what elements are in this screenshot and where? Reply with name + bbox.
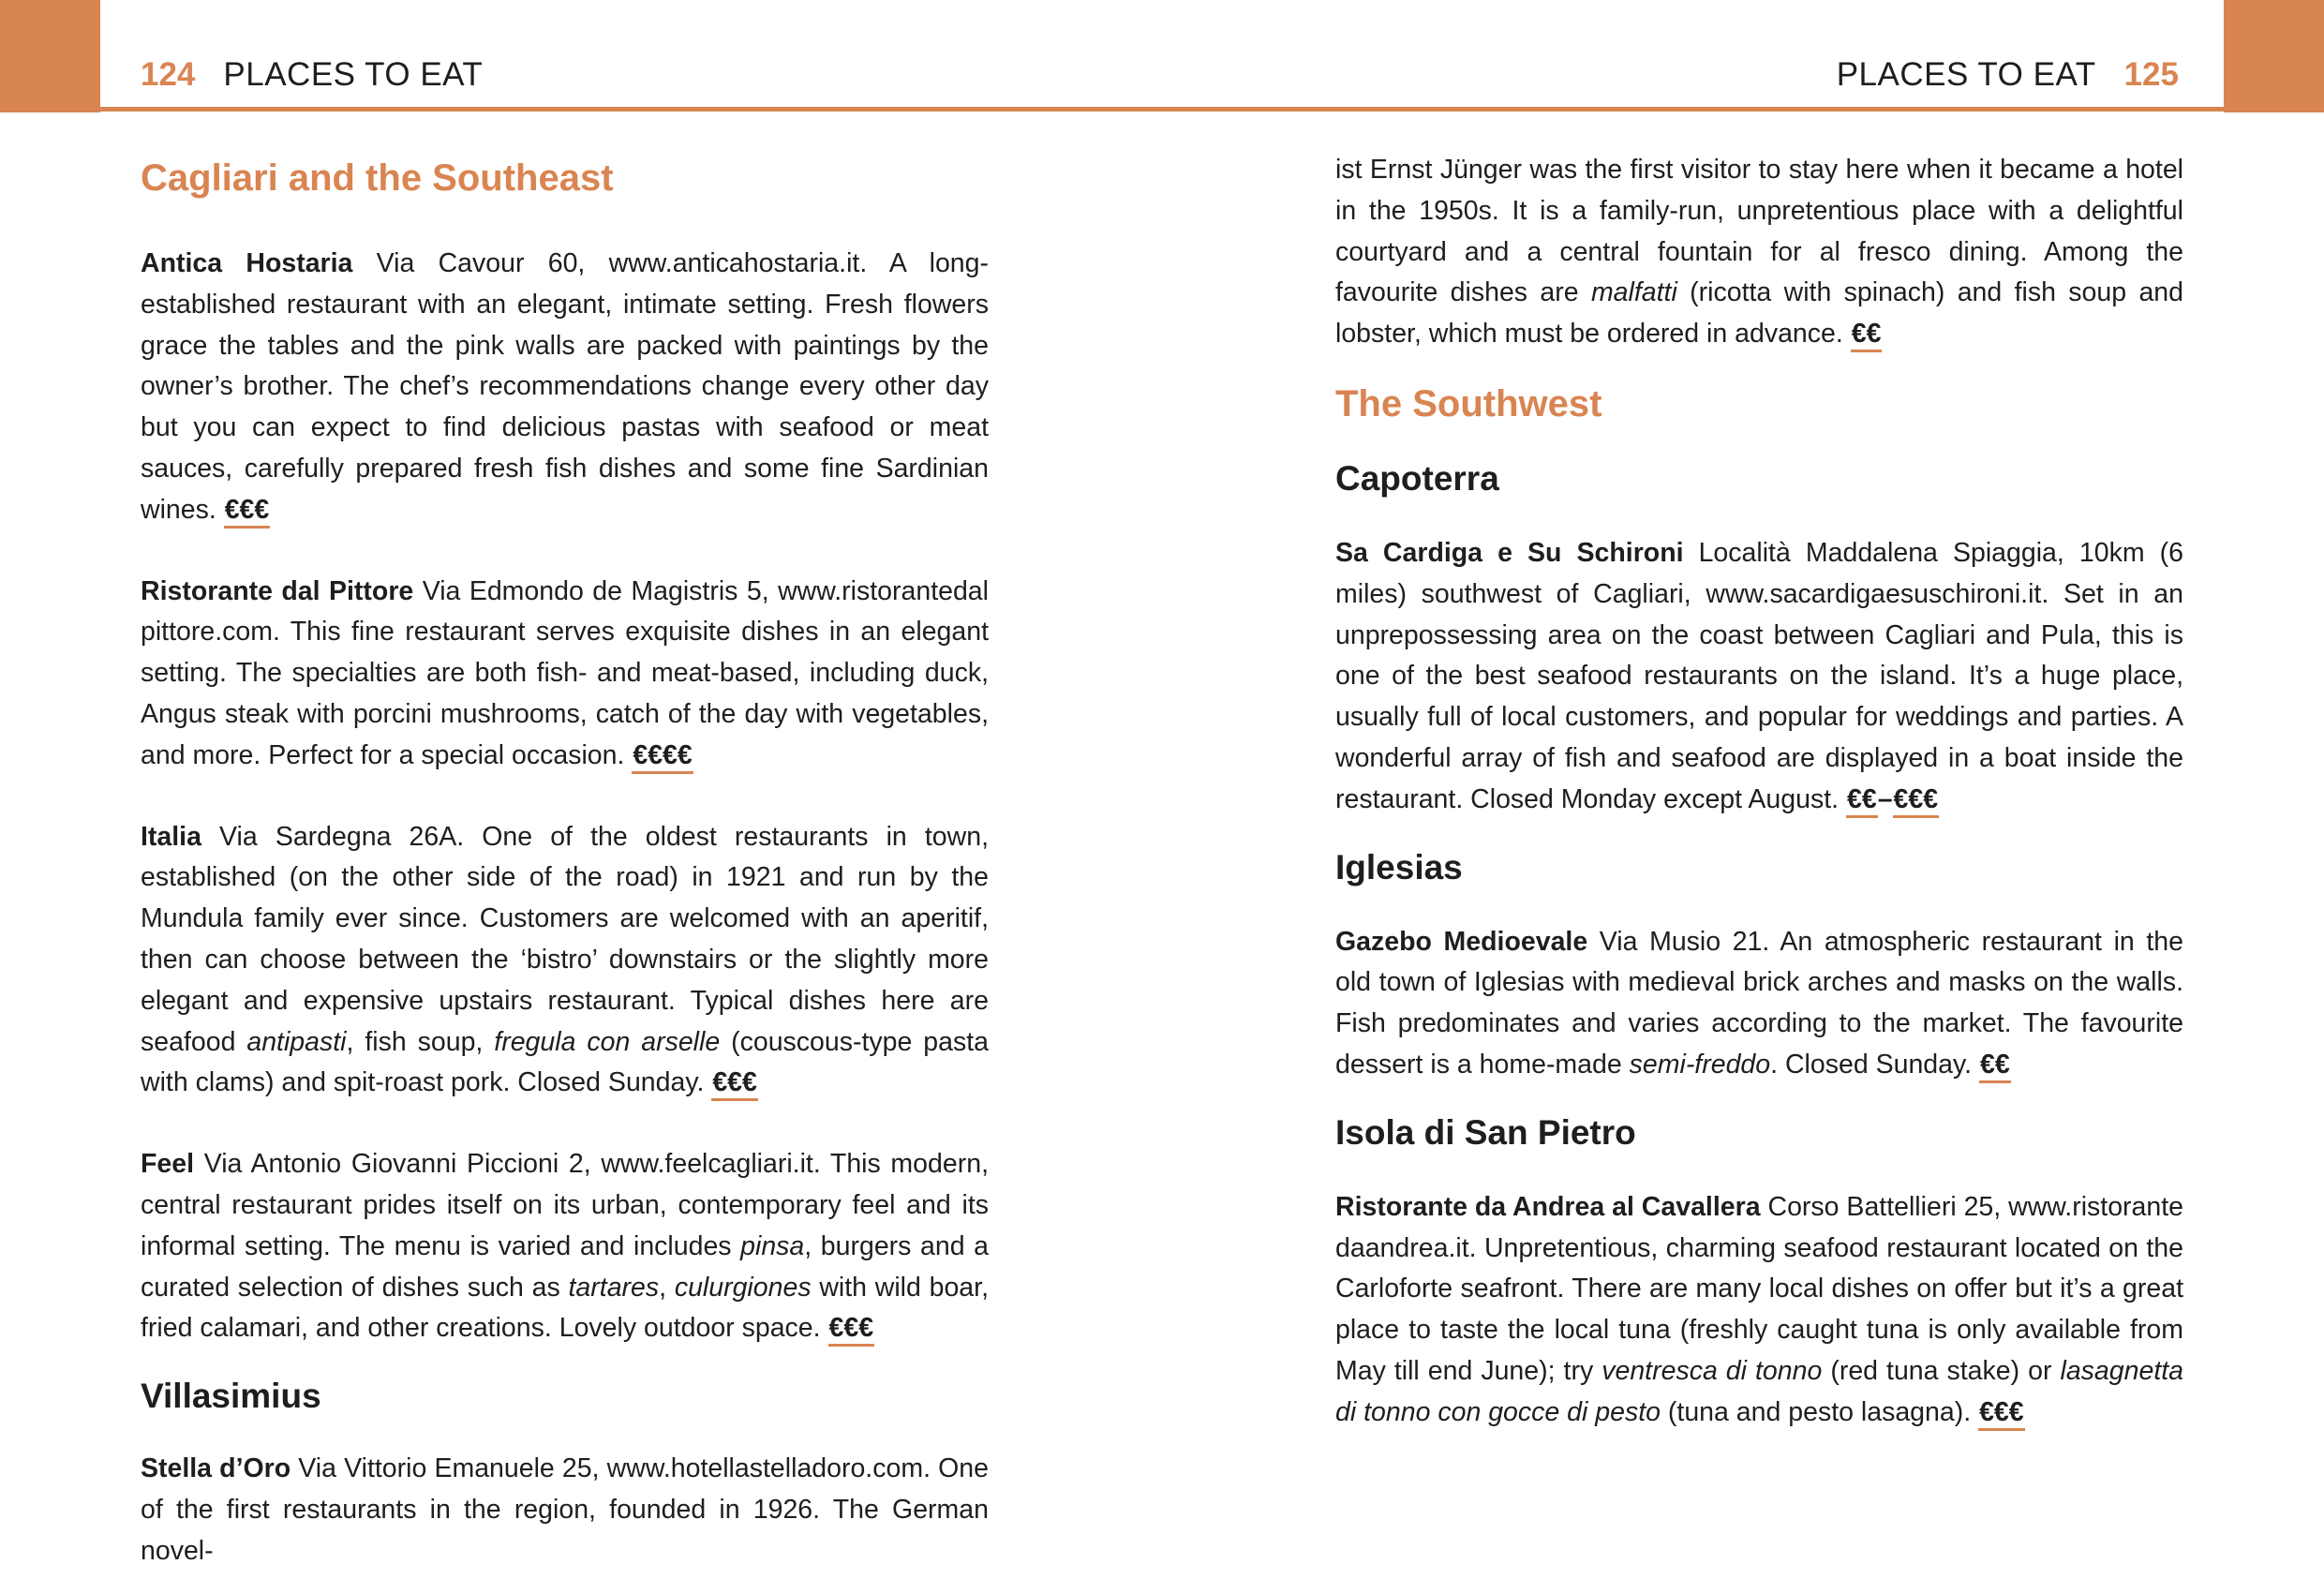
region-heading-southeast: Cagliari and the Southeast <box>141 157 614 199</box>
restaurant-name: Gazebo Medioevale <box>1335 926 1588 957</box>
town-heading-capoterra: Capoterra <box>1335 458 1499 498</box>
left-column <box>141 150 989 1572</box>
price-rating: €€ <box>1979 1049 2011 1083</box>
price-rating: €€€€ <box>632 739 693 774</box>
price-rating: €€€ <box>1978 1396 2025 1431</box>
left-page-tab <box>0 0 100 112</box>
restaurant-name: Ristorante dal Pittore <box>141 575 414 606</box>
entry-feel: Feel Via Antonio Giovanni Piccioni 2, www.feelcagliari.it. This modern, central restaurant prides itself on its urban, contemporary feel and its informal setting. The menu is varied and includes pinsa, burgers and a curated selection of dishes such as tartares, culurgiones with wild boar, fried calamari, and other creations. Lovely outdoor space. €€€ <box>141 1144 989 1349</box>
region-heading-southwest: The Southwest <box>1335 382 1602 425</box>
entry-ristorante-dal-pittore: Ristorante dal Pittore Via Edmondo de Magistris 5, www.ristorantedal pittore.com. This fine restaurant serves exquisite dishes in an elegant setting. The specialties are both fish- and meat-based, including duck, Angus steak with porcini mushrooms, catch of the day with vegetables, and more. Perfect for a special occasion. €€€€ <box>141 572 989 777</box>
price-rating: €€€ <box>828 1312 875 1347</box>
price-rating: €€ <box>1851 318 1883 352</box>
header-rule <box>0 107 2324 112</box>
entry-antica-hostaria: Antica Hostaria Via Cavour 60, www.anticahostaria.it. A long-established restaurant with an elegant, intimate setting. Fresh flowers grace the tables and the pink walls are packed with paintings by the owner’s brother. The chef’s recommendations change every other day but you can expect to find delicious pastas with seafood or meat sauces, carefully prepared fresh fish dishes and some fine Sardinian wines. €€€ <box>141 244 989 531</box>
price-rating: €€€ <box>224 494 271 529</box>
left-running-header <box>141 54 483 96</box>
entry-stella-doro: Stella d’Oro Via Vittorio Emanuele 25, www.hotellastelladoro.com. One of the first restaurants in the region, founded in 1926. The German novel- <box>141 1453 989 1566</box>
restaurant-name: Antica Hostaria <box>141 248 353 278</box>
restaurant-name: Sa Cardiga e Su Schironi <box>1335 537 1684 568</box>
entry-stella-doro-continued: ist Ernst Jünger was the first visitor to stay here when it became a hotel in the 1950s. It is a family-run, unpretentious place with a delightful courtyard and a central fountain for al fresco dining. Among the favourite dishes are malfatti (ricotta with spinach) and fish soup and lobster, which must be ordered in advance. €€ <box>1335 150 2183 355</box>
price-rating-high: €€€ <box>1893 783 1940 818</box>
restaurant-name: Italia <box>141 821 201 852</box>
entry-gazebo-medioevale: Gazebo Medioevale Via Musio 21. An atmospheric restaurant in the old town of Iglesias with medieval brick arches and masks on the walls. Fish predominates and varies according to the market. The favourite dessert is a home-made semi-freddo. Closed Sunday. €€ <box>1335 922 2183 1086</box>
right-running-header <box>1837 54 2179 96</box>
right-column <box>1335 150 2183 1434</box>
entry-sa-cardiga: Sa Cardiga e Su Schironi Località Maddalena Spiaggia, 10km (6 miles) southwest of Cagliari, www.sacardigaesuschironi.it. Set in an unprepossessing area on the coast between Cagliari and Pula, this is one of the best seafood restaurants on the island. It’s a huge place, usually full of local customers, and popular for weddings and parties. A wonderful array of fish and seafood are displayed in a boat inside the restaurant. Closed Monday except August. €€–€€€ <box>1335 533 2183 821</box>
price-rating-low: €€ <box>1846 783 1878 818</box>
town-heading-isola-di-san-pietro: Isola di San Pietro <box>1335 1112 1636 1152</box>
right-page-tab <box>2224 0 2324 112</box>
restaurant-name: Ristorante da Andrea al Cavallera <box>1335 1191 1761 1222</box>
entry-ristorante-da-andrea: Ristorante da Andrea al Cavallera Corso Battellieri 25, www.ristorante daandrea.it. Unpretentious, charming seafood restaurant located on the Carloforte seafront. There are many local dishes on offer but it’s a great place to taste the local tuna (freshly caught tuna is only available from May till end June); try ventresca di tonno (red tuna stake) or lasagnetta di tonno con gocce di pesto (tuna and pesto lasagna). €€€ <box>1335 1187 2183 1434</box>
town-heading-iglesias: Iglesias <box>1335 847 1463 886</box>
entry-italia: Italia Via Sardegna 26A. One of the oldest restaurants in town, established (on the other side of the road) in 1921 and run by the Mundula family ever since. Customers are welcomed with an aperitif, then can choose between the ‘bistro’ downstairs or the slightly more elegant and expensive upstairs restaurant. Typical dishes here are seafood antipasti, fish soup, fregula con arselle (couscous-type pasta with clams) and spit-roast pork. Closed Sunday. €€€ <box>141 817 989 1105</box>
restaurant-name: Feel <box>141 1149 195 1180</box>
right-running-title: PLACES TO EAT <box>1836 56 2096 93</box>
left-page-number: 124 <box>141 56 196 93</box>
right-page-number: 125 <box>2123 56 2179 93</box>
restaurant-name: Stella d’Oro <box>141 1453 291 1484</box>
town-heading-villasimius: Villasimius <box>141 1377 321 1416</box>
left-running-title: PLACES TO EAT <box>223 56 484 93</box>
price-rating: €€€ <box>711 1066 758 1101</box>
